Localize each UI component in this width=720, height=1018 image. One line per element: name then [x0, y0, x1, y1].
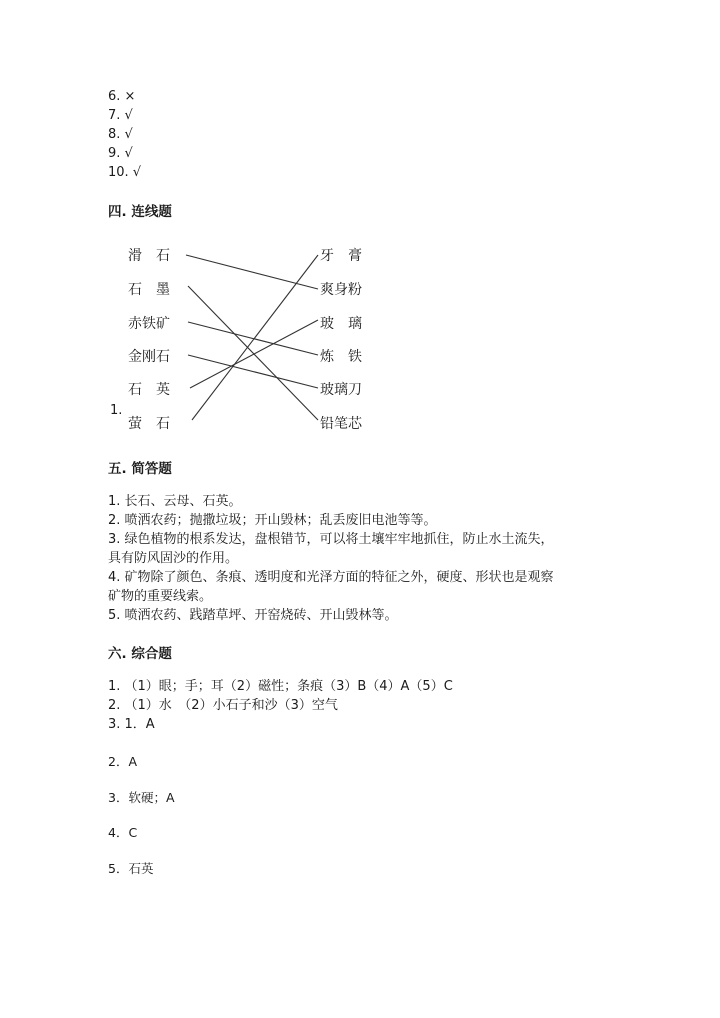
matching-right-5: 玻璃刀: [320, 382, 362, 398]
section-4-title: 四. 连线题: [108, 204, 172, 220]
short-answer-3-cont: 具有防风固沙的作用。: [108, 551, 239, 566]
short-answer-5: 5. 喷洒农药、践踏草坪、开窑烧砖、开山毁林等。: [108, 608, 398, 623]
section-6-title: 六. 综合题: [108, 646, 172, 662]
match-line-hematite-iron: [188, 322, 318, 355]
short-answer-4: 4. 矿物除了颜色、条痕、透明度和光泽方面的特征之外，硬度、形状也是观察: [108, 570, 554, 585]
judgment-answer-6: 6. ×: [108, 89, 136, 104]
short-answer-4-cont: 矿物的重要线索。: [108, 589, 213, 604]
match-line-fluorite-toothpaste: [192, 255, 318, 420]
judgment-answer-7: 7. √: [108, 108, 133, 123]
sub-answer-3: 3．软硬；A: [108, 790, 175, 805]
comprehensive-answer-2: 2. （1）水 （2）小石子和沙（3）空气: [108, 698, 338, 713]
matching-left-3: 赤铁矿: [128, 316, 170, 332]
judgment-answer-9: 9. √: [108, 146, 133, 161]
matching-right-2: 爽身粉: [320, 282, 362, 298]
matching-left-1: 滑 石: [128, 248, 170, 264]
sub-answer-4: 4．C: [108, 825, 138, 840]
match-line-quartz-glass: [190, 320, 318, 388]
matching-left-5: 石 英: [128, 382, 170, 398]
matching-left-2: 石 墨: [128, 282, 170, 298]
matching-right-4: 炼 铁: [320, 349, 362, 365]
short-answer-1: 1. 长石、云母、石英。: [108, 494, 242, 509]
sub-answer-5: 5．石英: [108, 861, 154, 876]
match-line-talc-powder: [186, 255, 318, 289]
sub-answer-2: 2．A: [108, 754, 138, 769]
judgment-answer-8: 8. √: [108, 127, 133, 142]
matching-right-1: 牙 膏: [320, 248, 362, 264]
matching-right-3: 玻 璃: [320, 316, 362, 332]
short-answer-3: 3. 绿色植物的根系发达，盘根错节，可以将土壤牢牢地抓住，防止水土流失，: [108, 532, 554, 547]
section-5-title: 五. 简答题: [108, 461, 172, 477]
match-line-diamond-cutter: [188, 355, 318, 388]
matching-left-4: 金刚石: [128, 349, 170, 365]
matching-right-6: 铅笔芯: [320, 416, 362, 432]
short-answer-2: 2. 喷洒农药；抛撒垃圾；开山毁林；乱丢废旧电池等等。: [108, 513, 437, 528]
matching-left-6: 萤 石: [128, 416, 170, 432]
judgment-answer-10: 10. √: [108, 165, 142, 180]
matching-item-number: 1.: [110, 403, 123, 418]
comprehensive-answer-1: 1. （1）眼；手；耳（2）磁性；条痕（3）B（4）A（5）C: [108, 679, 453, 694]
comprehensive-answer-3: 3. 1．A: [108, 717, 155, 732]
